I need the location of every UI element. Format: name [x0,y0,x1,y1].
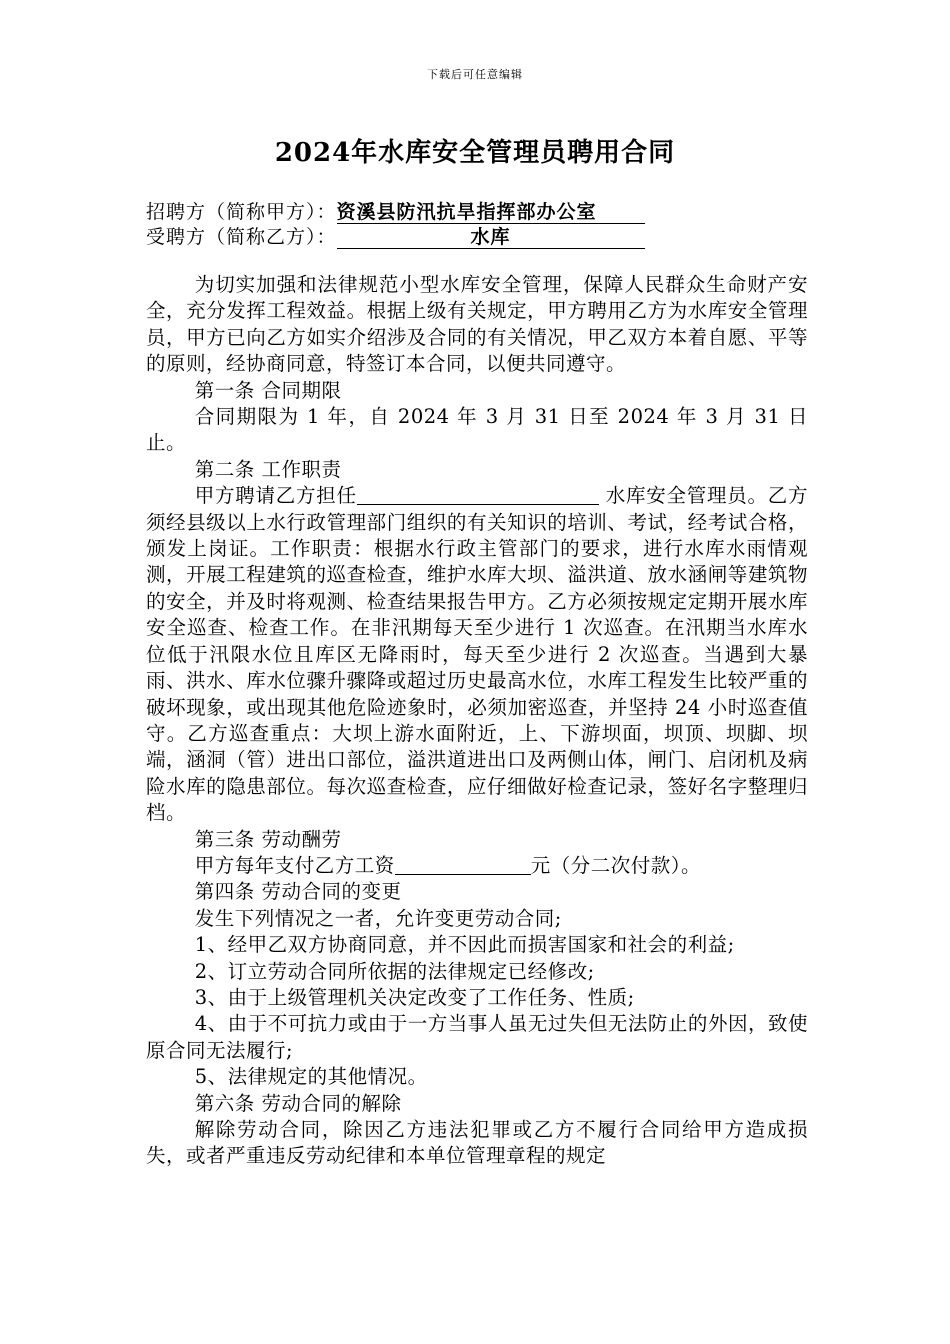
party-b-label: 受聘方（简称乙方）： [146,226,337,248]
article-3-title: 第三条 劳动酬劳 [194,827,342,851]
party-a-label: 招聘方（简称甲方）： [146,201,337,223]
article-3-text [146,853,808,879]
article-2-text [146,483,808,826]
article-4-title: 第四条 劳动合同的变更 [194,880,402,904]
party-a-value: 资溪县防汛抗旱指挥部办公室 [337,201,645,224]
article-1-title: 第一条 合同期限 [194,378,342,402]
article-4-item-3: 3、由于上级管理机关决定改变了工作任务、性质; [194,985,635,1009]
contract-body [146,272,808,1170]
intro-paragraph: 为切实加强和法律规范小型水库安全管理，保障人民群众生命财产安全，充分发挥工程效益。根据上级有关规定，甲方聘用乙方为水库安全管理员，甲方已向乙方如实介绍涉及合同的有关情况，甲乙双方本着自愿、平等的原则，经协商同意，特签订本合同，以便共同遵守。 [146,273,808,376]
party-b-line [146,225,645,250]
article-2-title: 第二条 工作职责 [194,457,342,481]
article-6-text: 解除劳动合同，除因乙方违法犯罪或乙方不履行合同给甲方造成损失，或者严重违反劳动纪律和本单位管理章程的规定 [146,1118,808,1168]
article-3-text-pre: 甲方每年支付乙方工资 [194,853,395,877]
article-4-item-5: 5、法律规定的其他情况。 [194,1065,428,1089]
article-4-item-4: 4、由于不可抗力或由于一方当事人虽无过失但无法防止的外因，致使原合同无法履行; [146,1012,808,1062]
header-note: 下载后可任意编辑 [427,68,523,81]
position-blank [357,485,599,506]
article-2-text-pre: 甲方聘请乙方担任 [194,484,357,508]
salary-blank [395,854,531,875]
article-4-text: 发生下列情况之一者，允许变更劳动合同; [194,906,562,930]
article-6-title: 第六条 劳动合同的解除 [194,1091,402,1115]
party-a-line [146,200,645,225]
article-3-text-post: 元（分二次付款）。 [530,853,702,877]
article-4-item-1: 1、经甲乙双方协商同意，并不因此而损害国家和社会的利益; [194,933,735,957]
article-4-item-2: 2、订立劳动合同所依据的法律规定已经修改; [194,959,595,983]
article-2-text-post: 水库安全管理员。乙方须经县级以上水行政管理部门组织的有关知识的培训、考试，经考试合格，颁发上岗证。工作职责：根据水行政主管部门的要求，进行水库水雨情观测，开展工程建筑的巡查检查，维护水库大坝、溢洪道、放水涵闸等建筑物的安全，并及时将观测、检查结果报告甲方。乙方必须按规定定期开展水库安全巡查、检查工作。在非汛期每天至少进行 1 次巡查。在汛期当水库水位低于汛限水位且库区无降雨时，每天至少进行 2 次巡查。当遇到大暴雨、洪水、库水位骤升骤降或超过历史最高水位，水库工程发生比较严重的破坏现象，或出现其他危险迹象时，必须加密巡查，并坚持 24 小时巡查值守。乙方巡查重点：大坝上游水面附近，上、下游坝面，坝顶、坝脚、坝端，涵洞（管）进出口部位，溢洪道进出口及两侧山体，闸门、启闭机及病险水库的隐患部位。每次巡查检查，应仔细做好检查记录，签好名字整理归档。 [146,484,808,825]
article-1-text: 合同期限为 1 年，自 2024 年 3 月 31 日至 2024 年 3 月 31 日止。 [146,405,808,455]
party-b-value: 水库 [337,226,645,249]
document-title: 2024年水库安全管理员聘用合同 [274,138,676,168]
